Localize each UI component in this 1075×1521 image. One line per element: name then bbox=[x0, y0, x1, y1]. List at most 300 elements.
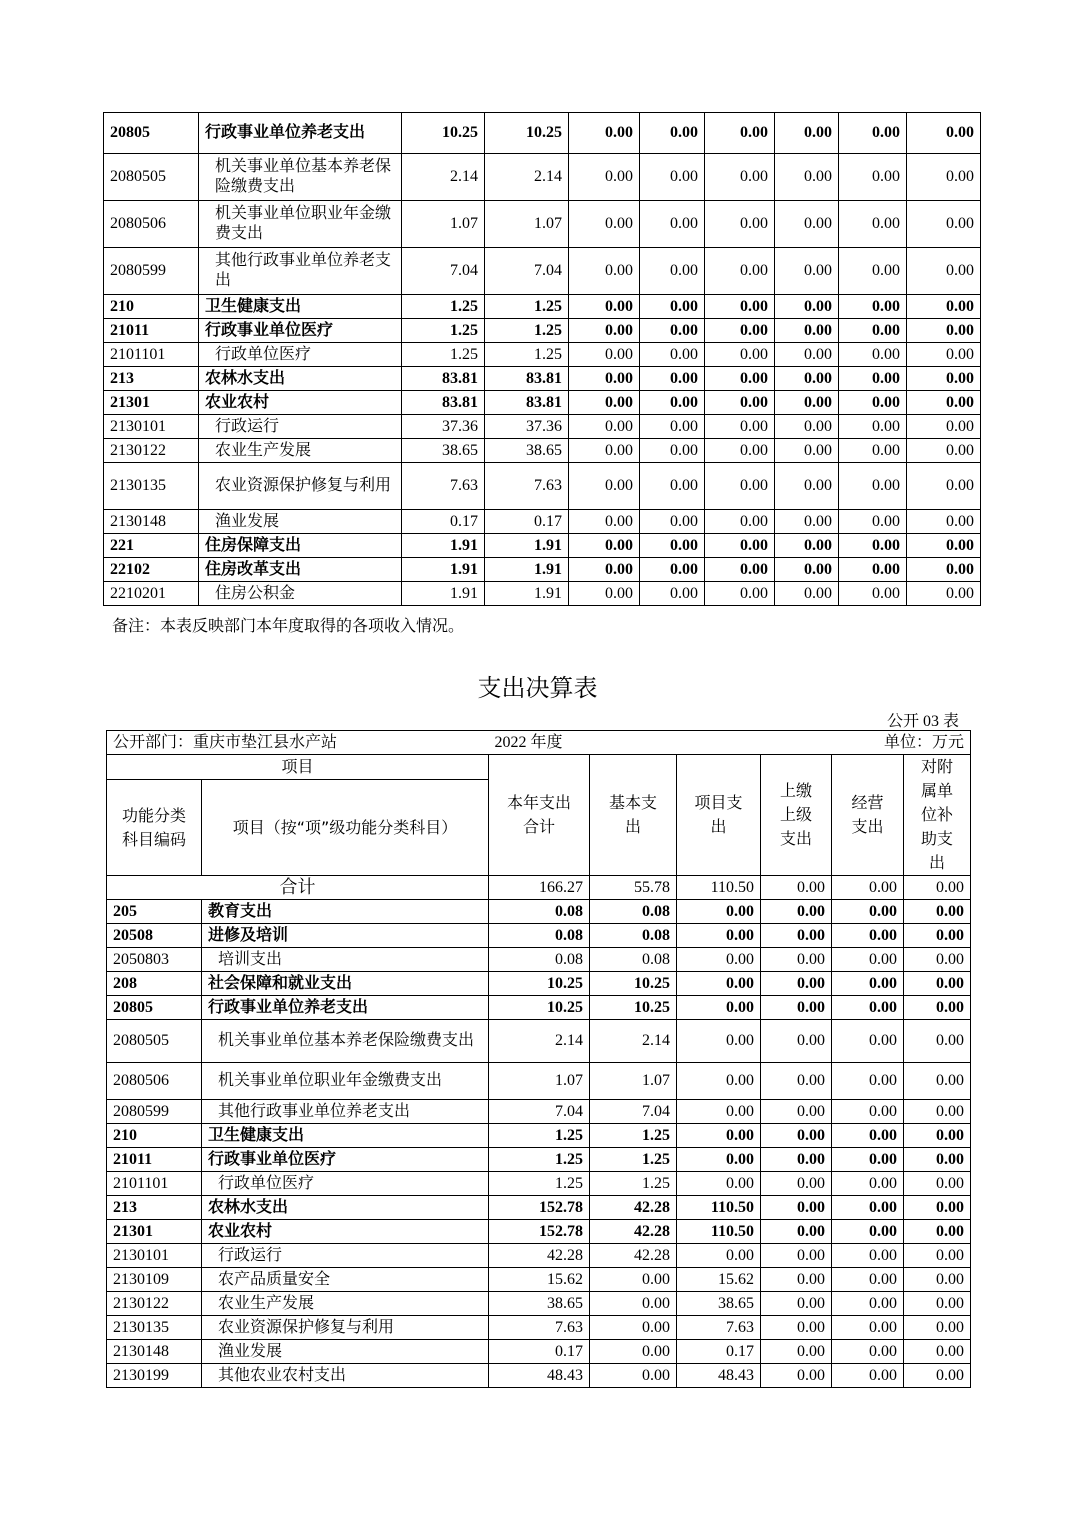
name-cell: 住房改革支出 bbox=[199, 558, 402, 582]
value-cell: 0.00 bbox=[832, 1148, 904, 1172]
value-cell: 0.00 bbox=[775, 582, 839, 606]
value-cell: 0.00 bbox=[640, 510, 705, 534]
value-cell: 1.25 bbox=[489, 1148, 590, 1172]
code-cell: 21301 bbox=[104, 391, 199, 415]
value-cell: 110.50 bbox=[677, 1220, 761, 1244]
value-cell: 2.14 bbox=[402, 154, 485, 201]
value-cell: 1.91 bbox=[485, 582, 569, 606]
value-cell: 0.00 bbox=[907, 558, 981, 582]
code-cell: 205 bbox=[107, 900, 202, 924]
value-cell: 0.00 bbox=[761, 924, 832, 948]
value-cell: 0.00 bbox=[569, 367, 640, 391]
value-cell: 42.28 bbox=[590, 1244, 677, 1268]
code-cell: 2080506 bbox=[107, 1063, 202, 1100]
value-cell: 0.00 bbox=[839, 510, 907, 534]
value-cell: 0.00 bbox=[907, 463, 981, 510]
value-cell: 0.00 bbox=[640, 343, 705, 367]
table-row bbox=[104, 295, 981, 319]
value-cell: 0.17 bbox=[485, 510, 569, 534]
value-cell: 0.00 bbox=[761, 1100, 832, 1124]
value-cell: 0.00 bbox=[705, 201, 775, 248]
value-cell: 0.00 bbox=[907, 534, 981, 558]
value-cell: 0.08 bbox=[489, 924, 590, 948]
value-cell: 0.00 bbox=[832, 1268, 904, 1292]
table-row bbox=[104, 319, 981, 343]
value-cell: 0.00 bbox=[775, 343, 839, 367]
code-cell: 2080506 bbox=[104, 201, 199, 248]
table-row bbox=[104, 248, 981, 295]
value-cell: 0.00 bbox=[761, 948, 832, 972]
value-cell: 0.08 bbox=[590, 900, 677, 924]
code-cell: 2080505 bbox=[104, 154, 199, 201]
value-cell: 1.91 bbox=[402, 534, 485, 558]
table-row bbox=[104, 391, 981, 415]
value-cell: 0.00 bbox=[705, 154, 775, 201]
value-cell: 0.00 bbox=[569, 439, 640, 463]
value-cell: 38.65 bbox=[677, 1292, 761, 1316]
value-cell: 1.25 bbox=[485, 319, 569, 343]
value-cell: 0.00 bbox=[907, 439, 981, 463]
total-cell: 55.78 bbox=[590, 876, 677, 900]
value-cell: 0.00 bbox=[839, 201, 907, 248]
unit-label: 单位：万元 bbox=[761, 731, 971, 755]
value-cell: 0.00 bbox=[640, 463, 705, 510]
table-row bbox=[107, 996, 971, 1020]
value-cell: 0.00 bbox=[839, 343, 907, 367]
code-cell: 2130199 bbox=[107, 1364, 202, 1388]
code-cell: 210 bbox=[104, 295, 199, 319]
name-cell: 机关事业单位职业年金缴费支出 bbox=[199, 201, 402, 248]
year-label: 2022 年度 bbox=[489, 731, 761, 755]
value-cell: 0.00 bbox=[907, 391, 981, 415]
value-cell: 0.00 bbox=[569, 510, 640, 534]
table-row bbox=[107, 1220, 971, 1244]
name-cell: 农业生产发展 bbox=[202, 1292, 489, 1316]
value-cell: 0.00 bbox=[705, 391, 775, 415]
name-cell: 机关事业单位基本养老保险缴费支出 bbox=[199, 154, 402, 201]
value-cell: 0.00 bbox=[677, 996, 761, 1020]
name-cell: 农林水支出 bbox=[202, 1196, 489, 1220]
table-row bbox=[107, 1268, 971, 1292]
code-cell: 2050803 bbox=[107, 948, 202, 972]
value-cell: 1.91 bbox=[485, 534, 569, 558]
name-cell: 机关事业单位职业年金缴费支出 bbox=[202, 1063, 489, 1100]
value-cell: 83.81 bbox=[402, 367, 485, 391]
income-table-continued bbox=[103, 112, 981, 606]
value-cell: 0.00 bbox=[832, 972, 904, 996]
value-cell: 0.00 bbox=[907, 319, 981, 343]
code-cell: 2210201 bbox=[104, 582, 199, 606]
value-cell: 1.25 bbox=[402, 343, 485, 367]
value-cell: 0.00 bbox=[775, 391, 839, 415]
value-cell: 37.36 bbox=[485, 415, 569, 439]
code-cell: 208 bbox=[107, 972, 202, 996]
value-cell: 0.00 bbox=[640, 439, 705, 463]
value-cell: 48.43 bbox=[489, 1364, 590, 1388]
value-cell: 1.91 bbox=[402, 582, 485, 606]
value-cell: 0.00 bbox=[839, 415, 907, 439]
value-cell: 1.91 bbox=[402, 558, 485, 582]
value-cell: 10.25 bbox=[489, 972, 590, 996]
value-cell: 0.00 bbox=[569, 415, 640, 439]
value-cell: 0.00 bbox=[907, 343, 981, 367]
name-cell: 行政事业单位养老支出 bbox=[202, 996, 489, 1020]
value-cell: 0.00 bbox=[775, 201, 839, 248]
value-cell: 0.00 bbox=[907, 582, 981, 606]
value-cell: 2.14 bbox=[590, 1020, 677, 1063]
value-cell: 0.00 bbox=[761, 1172, 832, 1196]
table-row bbox=[107, 1244, 971, 1268]
name-cell: 住房公积金 bbox=[199, 582, 402, 606]
header-upper: 上缴 上级 支出 bbox=[761, 755, 832, 876]
value-cell: 0.00 bbox=[839, 439, 907, 463]
value-cell: 0.00 bbox=[904, 1020, 971, 1063]
value-cell: 0.00 bbox=[640, 582, 705, 606]
value-cell: 0.00 bbox=[832, 1244, 904, 1268]
value-cell: 0.17 bbox=[489, 1340, 590, 1364]
value-cell: 0.00 bbox=[590, 1316, 677, 1340]
name-cell: 行政单位医疗 bbox=[199, 343, 402, 367]
value-cell: 48.43 bbox=[677, 1364, 761, 1388]
value-cell: 0.00 bbox=[569, 463, 640, 510]
value-cell: 0.00 bbox=[904, 948, 971, 972]
name-cell: 行政事业单位医疗 bbox=[199, 319, 402, 343]
value-cell: 10.25 bbox=[485, 113, 569, 154]
table-row bbox=[107, 900, 971, 924]
name-cell: 培训支出 bbox=[202, 948, 489, 972]
value-cell: 0.00 bbox=[569, 582, 640, 606]
value-cell: 0.00 bbox=[907, 510, 981, 534]
value-cell: 0.00 bbox=[569, 558, 640, 582]
name-cell: 行政运行 bbox=[202, 1244, 489, 1268]
name-cell: 农林水支出 bbox=[199, 367, 402, 391]
value-cell: 0.00 bbox=[761, 1292, 832, 1316]
value-cell: 0.00 bbox=[904, 1063, 971, 1100]
value-cell: 0.00 bbox=[832, 1063, 904, 1100]
value-cell: 38.65 bbox=[485, 439, 569, 463]
value-cell: 0.00 bbox=[904, 1316, 971, 1340]
value-cell: 0.00 bbox=[677, 1124, 761, 1148]
value-cell: 0.00 bbox=[907, 415, 981, 439]
value-cell: 0.00 bbox=[569, 113, 640, 154]
value-cell: 0.00 bbox=[904, 1340, 971, 1364]
value-cell: 0.00 bbox=[832, 1364, 904, 1388]
value-cell: 1.07 bbox=[489, 1063, 590, 1100]
table-row bbox=[107, 1172, 971, 1196]
value-cell: 0.00 bbox=[640, 558, 705, 582]
value-cell: 0.00 bbox=[677, 1100, 761, 1124]
value-cell: 0.00 bbox=[705, 367, 775, 391]
value-cell: 0.00 bbox=[761, 1340, 832, 1364]
value-cell: 37.36 bbox=[402, 415, 485, 439]
value-cell: 0.00 bbox=[761, 1020, 832, 1063]
value-cell: 0.00 bbox=[775, 439, 839, 463]
name-cell: 卫生健康支出 bbox=[199, 295, 402, 319]
value-cell: 0.00 bbox=[775, 248, 839, 295]
value-cell: 0.00 bbox=[569, 295, 640, 319]
value-cell: 0.00 bbox=[775, 415, 839, 439]
code-cell: 2101101 bbox=[104, 343, 199, 367]
value-cell: 83.81 bbox=[485, 367, 569, 391]
name-cell: 渔业发展 bbox=[202, 1340, 489, 1364]
code-cell: 20805 bbox=[107, 996, 202, 1020]
value-cell: 0.00 bbox=[761, 1268, 832, 1292]
code-cell: 21011 bbox=[104, 319, 199, 343]
value-cell: 0.00 bbox=[907, 367, 981, 391]
code-cell: 21301 bbox=[107, 1220, 202, 1244]
value-cell: 1.25 bbox=[485, 295, 569, 319]
value-cell: 1.07 bbox=[485, 201, 569, 248]
total-cell: 110.50 bbox=[677, 876, 761, 900]
name-cell: 渔业发展 bbox=[199, 510, 402, 534]
value-cell: 0.00 bbox=[761, 972, 832, 996]
value-cell: 0.00 bbox=[569, 248, 640, 295]
value-cell: 7.63 bbox=[402, 463, 485, 510]
value-cell: 42.28 bbox=[590, 1196, 677, 1220]
table-row bbox=[104, 534, 981, 558]
value-cell: 0.00 bbox=[904, 1292, 971, 1316]
value-cell: 0.00 bbox=[761, 1148, 832, 1172]
value-cell: 0.00 bbox=[775, 154, 839, 201]
value-cell: 0.00 bbox=[677, 1172, 761, 1196]
name-cell: 社会保障和就业支出 bbox=[202, 972, 489, 996]
code-cell: 213 bbox=[107, 1196, 202, 1220]
value-cell: 0.00 bbox=[904, 1172, 971, 1196]
total-cell: 166.27 bbox=[489, 876, 590, 900]
name-cell: 农业资源保护修复与利用 bbox=[202, 1316, 489, 1340]
total-row bbox=[107, 876, 971, 900]
code-cell: 2130101 bbox=[104, 415, 199, 439]
value-cell: 0.00 bbox=[761, 900, 832, 924]
code-cell: 2130148 bbox=[107, 1340, 202, 1364]
table-row bbox=[107, 972, 971, 996]
value-cell: 7.04 bbox=[590, 1100, 677, 1124]
value-cell: 0.00 bbox=[907, 201, 981, 248]
value-cell: 0.00 bbox=[705, 343, 775, 367]
value-cell: 1.25 bbox=[489, 1124, 590, 1148]
value-cell: 0.00 bbox=[640, 534, 705, 558]
total-cell: 0.00 bbox=[832, 876, 904, 900]
value-cell: 152.78 bbox=[489, 1220, 590, 1244]
value-cell: 10.25 bbox=[590, 996, 677, 1020]
value-cell: 0.00 bbox=[761, 1124, 832, 1148]
value-cell: 0.00 bbox=[832, 900, 904, 924]
value-cell: 0.00 bbox=[705, 415, 775, 439]
value-cell: 1.25 bbox=[485, 343, 569, 367]
value-cell: 0.00 bbox=[761, 1063, 832, 1100]
value-cell: 0.00 bbox=[832, 1340, 904, 1364]
value-cell: 2.14 bbox=[489, 1020, 590, 1063]
name-cell: 农业生产发展 bbox=[199, 439, 402, 463]
value-cell: 0.00 bbox=[904, 996, 971, 1020]
value-cell: 0.00 bbox=[904, 1244, 971, 1268]
value-cell: 0.00 bbox=[907, 154, 981, 201]
total-label: 合计 bbox=[107, 876, 489, 900]
meta-row bbox=[107, 731, 971, 755]
value-cell: 0.00 bbox=[832, 924, 904, 948]
value-cell: 10.25 bbox=[590, 972, 677, 996]
header-code: 功能分类 科目编码 bbox=[107, 780, 202, 876]
value-cell: 0.00 bbox=[705, 463, 775, 510]
table-row bbox=[107, 1148, 971, 1172]
code-cell: 20805 bbox=[104, 113, 199, 154]
value-cell: 0.00 bbox=[640, 415, 705, 439]
value-cell: 10.25 bbox=[402, 113, 485, 154]
value-cell: 0.00 bbox=[775, 113, 839, 154]
value-cell: 7.63 bbox=[677, 1316, 761, 1340]
value-cell: 0.08 bbox=[590, 948, 677, 972]
value-cell: 7.63 bbox=[489, 1316, 590, 1340]
table-row bbox=[104, 415, 981, 439]
value-cell: 0.00 bbox=[761, 996, 832, 1020]
value-cell: 0.00 bbox=[907, 248, 981, 295]
value-cell: 0.00 bbox=[904, 1364, 971, 1388]
value-cell: 0.00 bbox=[832, 996, 904, 1020]
value-cell: 0.00 bbox=[640, 201, 705, 248]
value-cell: 0.00 bbox=[839, 295, 907, 319]
table-row bbox=[107, 1196, 971, 1220]
value-cell: 0.00 bbox=[677, 1020, 761, 1063]
value-cell: 1.25 bbox=[402, 295, 485, 319]
value-cell: 0.00 bbox=[832, 1100, 904, 1124]
total-cell: 0.00 bbox=[761, 876, 832, 900]
value-cell: 0.00 bbox=[705, 248, 775, 295]
table-row bbox=[104, 367, 981, 391]
value-cell: 83.81 bbox=[402, 391, 485, 415]
header-name: 项目（按“项”级功能分类科目） bbox=[202, 780, 489, 876]
value-cell: 38.65 bbox=[489, 1292, 590, 1316]
code-cell: 2101101 bbox=[107, 1172, 202, 1196]
code-cell: 2130101 bbox=[107, 1244, 202, 1268]
code-cell: 221 bbox=[104, 534, 199, 558]
header-row-1 bbox=[107, 755, 971, 780]
header-project: 项目支 出 bbox=[677, 755, 761, 876]
value-cell: 0.00 bbox=[761, 1196, 832, 1220]
value-cell: 1.07 bbox=[402, 201, 485, 248]
value-cell: 0.00 bbox=[904, 1148, 971, 1172]
code-cell: 2130135 bbox=[107, 1316, 202, 1340]
code-cell: 2130109 bbox=[107, 1268, 202, 1292]
name-cell: 进修及培训 bbox=[202, 924, 489, 948]
code-cell: 21011 bbox=[107, 1148, 202, 1172]
value-cell: 0.00 bbox=[904, 924, 971, 948]
value-cell: 0.00 bbox=[705, 113, 775, 154]
table-row bbox=[107, 1100, 971, 1124]
value-cell: 15.62 bbox=[677, 1268, 761, 1292]
code-cell: 2130122 bbox=[104, 439, 199, 463]
value-cell: 0.00 bbox=[775, 367, 839, 391]
name-cell: 其他行政事业单位养老支出 bbox=[199, 248, 402, 295]
value-cell: 38.65 bbox=[402, 439, 485, 463]
value-cell: 1.91 bbox=[485, 558, 569, 582]
table-row bbox=[104, 113, 981, 154]
code-cell: 2080599 bbox=[104, 248, 199, 295]
value-cell: 0.00 bbox=[640, 367, 705, 391]
value-cell: 0.00 bbox=[904, 1268, 971, 1292]
name-cell: 农产品质量安全 bbox=[202, 1268, 489, 1292]
value-cell: 0.17 bbox=[677, 1340, 761, 1364]
code-cell: 22102 bbox=[104, 558, 199, 582]
value-cell: 0.08 bbox=[489, 900, 590, 924]
table-row bbox=[104, 558, 981, 582]
value-cell: 0.00 bbox=[761, 1316, 832, 1340]
header-total: 本年支出 合计 bbox=[489, 755, 590, 876]
value-cell: 0.00 bbox=[705, 534, 775, 558]
code-cell: 2080599 bbox=[107, 1100, 202, 1124]
table-row bbox=[107, 1063, 971, 1100]
table-row bbox=[107, 1292, 971, 1316]
value-cell: 0.00 bbox=[590, 1292, 677, 1316]
table-row bbox=[104, 582, 981, 606]
value-cell: 0.00 bbox=[775, 558, 839, 582]
value-cell: 0.00 bbox=[677, 900, 761, 924]
value-cell: 0.00 bbox=[775, 510, 839, 534]
name-cell: 行政单位医疗 bbox=[202, 1172, 489, 1196]
value-cell: 1.25 bbox=[489, 1172, 590, 1196]
value-cell: 0.00 bbox=[677, 1244, 761, 1268]
name-cell: 其他行政事业单位养老支出 bbox=[202, 1100, 489, 1124]
value-cell: 42.28 bbox=[590, 1220, 677, 1244]
name-cell: 农业农村 bbox=[199, 391, 402, 415]
name-cell: 行政事业单位医疗 bbox=[202, 1148, 489, 1172]
name-cell: 机关事业单位基本养老保险缴费支出 bbox=[202, 1020, 489, 1063]
name-cell: 其他农业农村支出 bbox=[202, 1364, 489, 1388]
value-cell: 0.00 bbox=[569, 391, 640, 415]
value-cell: 0.08 bbox=[590, 924, 677, 948]
name-cell: 行政运行 bbox=[199, 415, 402, 439]
name-cell: 卫生健康支出 bbox=[202, 1124, 489, 1148]
value-cell: 0.00 bbox=[569, 201, 640, 248]
header-subsidy: 对附 属单 位补 助支 出 bbox=[904, 755, 971, 876]
value-cell: 0.00 bbox=[839, 248, 907, 295]
value-cell: 7.04 bbox=[402, 248, 485, 295]
value-cell: 1.25 bbox=[590, 1124, 677, 1148]
value-cell: 0.00 bbox=[640, 295, 705, 319]
value-cell: 10.25 bbox=[489, 996, 590, 1020]
department-label: 公开部门：重庆市垫江县水产站 bbox=[107, 731, 489, 755]
value-cell: 0.00 bbox=[775, 534, 839, 558]
table-row bbox=[104, 439, 981, 463]
value-cell: 0.00 bbox=[640, 154, 705, 201]
value-cell: 0.00 bbox=[705, 558, 775, 582]
code-cell: 2130148 bbox=[104, 510, 199, 534]
value-cell: 0.00 bbox=[839, 391, 907, 415]
value-cell: 0.00 bbox=[640, 391, 705, 415]
table-row bbox=[104, 463, 981, 510]
value-cell: 0.00 bbox=[640, 113, 705, 154]
table-row bbox=[107, 1020, 971, 1063]
name-cell: 农业农村 bbox=[202, 1220, 489, 1244]
value-cell: 0.00 bbox=[832, 1220, 904, 1244]
value-cell: 0.00 bbox=[569, 343, 640, 367]
value-cell: 0.00 bbox=[839, 558, 907, 582]
value-cell: 0.00 bbox=[590, 1268, 677, 1292]
value-cell: 0.00 bbox=[761, 1244, 832, 1268]
value-cell: 0.00 bbox=[839, 582, 907, 606]
code-cell: 213 bbox=[104, 367, 199, 391]
value-cell: 1.25 bbox=[590, 1172, 677, 1196]
table-row bbox=[104, 201, 981, 248]
header-item: 项目 bbox=[107, 755, 489, 780]
value-cell: 0.00 bbox=[705, 295, 775, 319]
value-cell: 0.00 bbox=[677, 972, 761, 996]
value-cell: 0.00 bbox=[832, 1172, 904, 1196]
name-cell: 农业资源保护修复与利用 bbox=[199, 463, 402, 510]
value-cell: 0.00 bbox=[839, 367, 907, 391]
table-row bbox=[107, 1124, 971, 1148]
value-cell: 0.00 bbox=[904, 972, 971, 996]
table-title: 支出决算表 bbox=[477, 674, 598, 702]
